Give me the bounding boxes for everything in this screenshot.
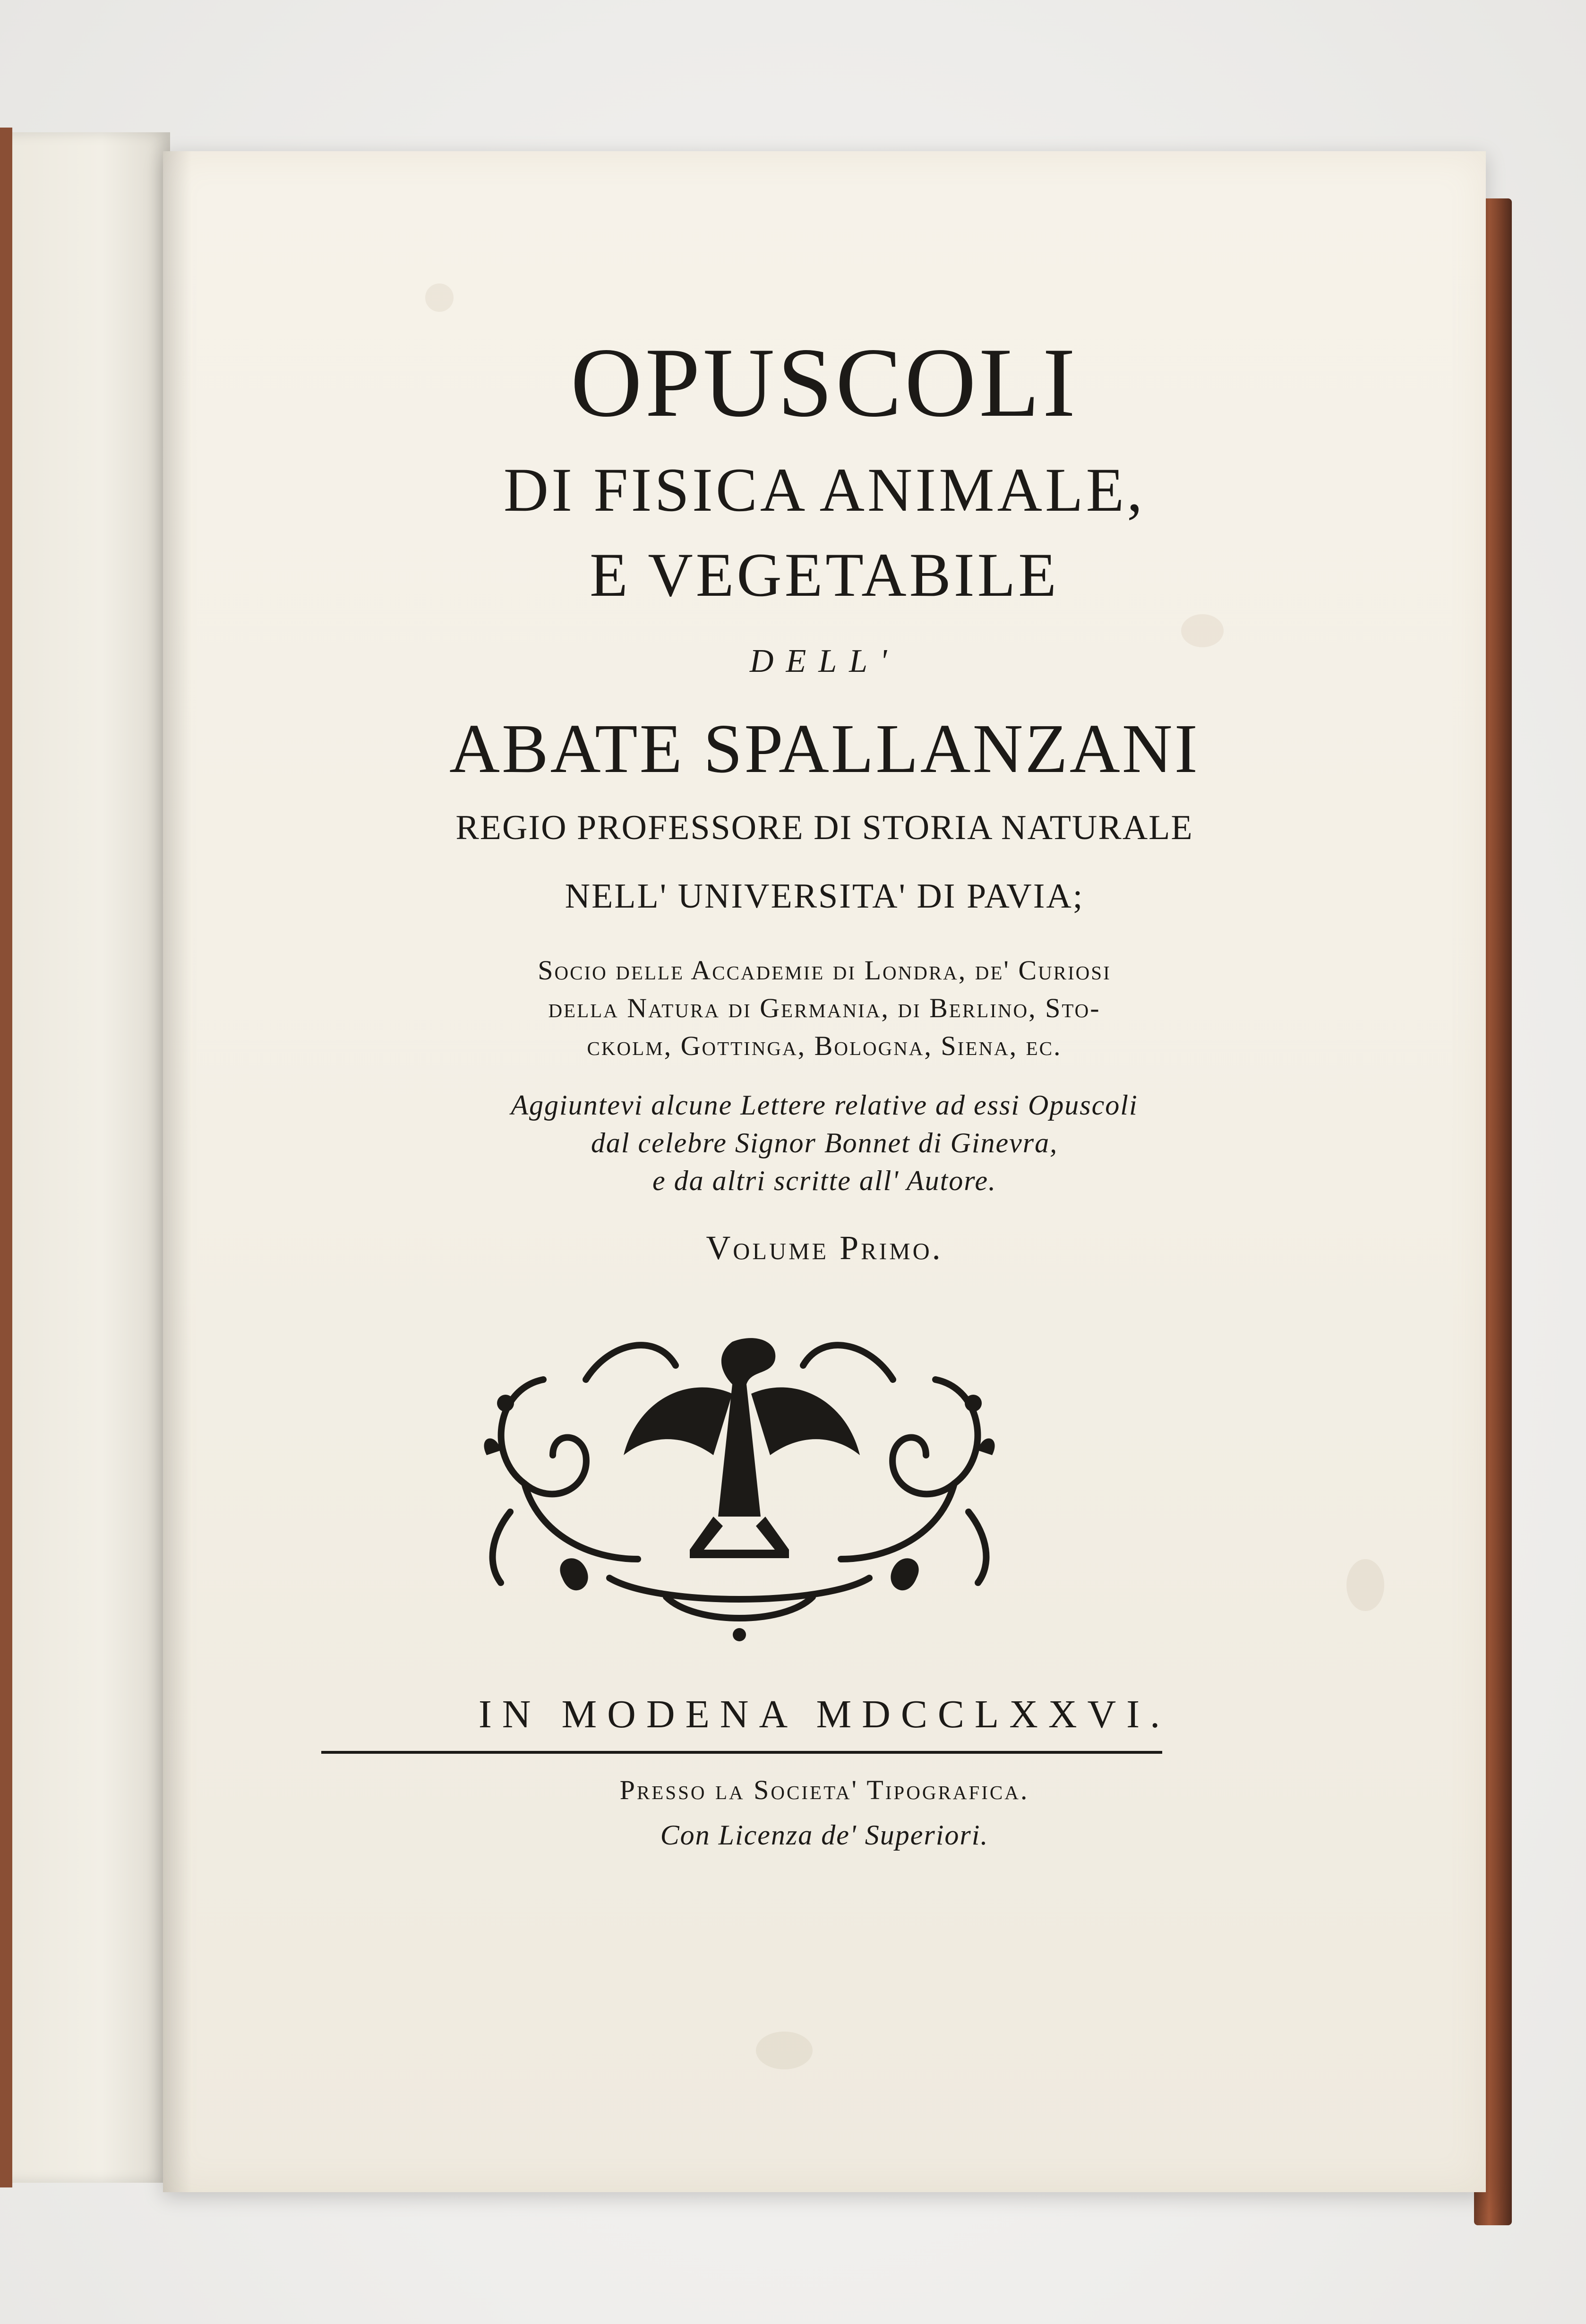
volume-label: Volume Primo. [706, 1229, 943, 1267]
imprint-rule [321, 1751, 1162, 1754]
foxing-spot [425, 283, 454, 312]
imprint-city-year: IN MODENA MDCCLXXVI. [478, 1692, 1171, 1736]
publisher-line: Presso la Societa' Tipografica. [619, 1775, 1029, 1805]
additions-line-1: Aggiuntevi alcune Lettere relative ad essi Opuscoli [511, 1089, 1138, 1121]
dell-line: DELL' [749, 643, 900, 679]
author-university: NELL' UNIVERSITA' DI PAVIA; [565, 877, 1084, 916]
subtitle-line-2: E VEGETABILE [590, 540, 1059, 609]
additions-line-2: dal celebre Signor Bonnet di Ginevra, [591, 1127, 1058, 1158]
left-binding-board [0, 128, 12, 2187]
additions-line-3: e da altri scritte all' Autore. [652, 1165, 997, 1196]
societies-line-2: della Natura di Germania, di Berlino, Sto- [548, 993, 1101, 1023]
foxing-spot [1346, 1559, 1384, 1611]
eagle-cartouche-icon [468, 1313, 1011, 1644]
societies-line-1: Socio delle Accademie di Londra, de' Curiosi [538, 955, 1111, 986]
subtitle-line-1: DI FISICA ANIMALE, [503, 455, 1146, 524]
author-position: REGIO PROFESSORE DI STORIA NATURALE [455, 808, 1193, 847]
foxing-spot [756, 2032, 813, 2069]
book-title: OPUSCOLI [570, 328, 1079, 437]
societies-line-3: ckolm, Gottinga, Bologna, Siena, ec. [587, 1030, 1062, 1061]
left-page [0, 132, 170, 2183]
license-line: Con Licenza de' Superiori. [660, 1819, 989, 1851]
author-name: ABATE SPALLANZANI [449, 710, 1200, 788]
